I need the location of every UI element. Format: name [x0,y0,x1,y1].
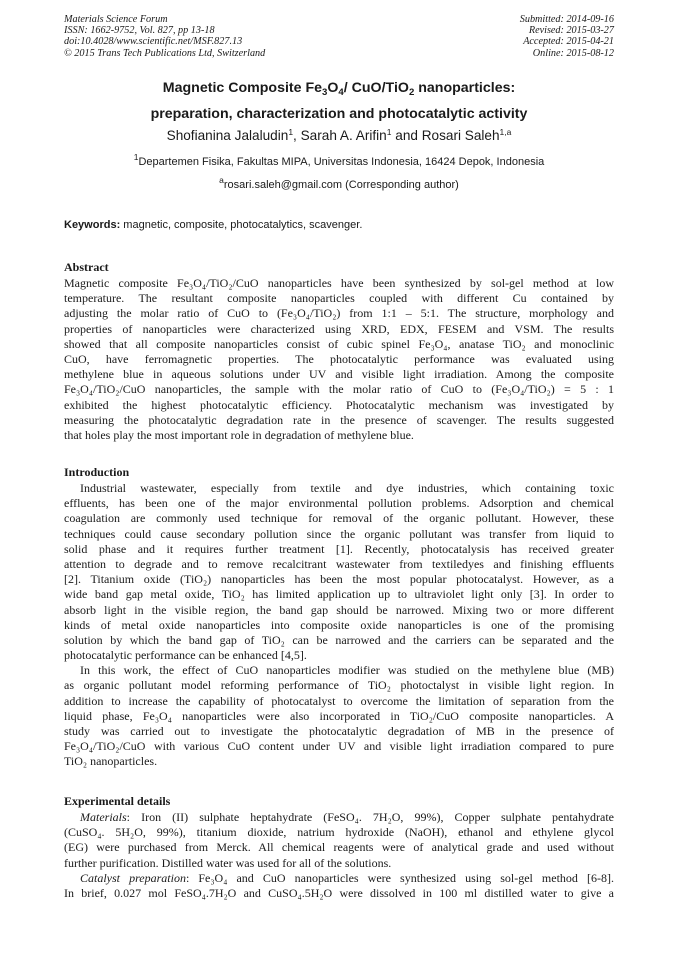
text-line: measuring the photocatalytic degradation rate in the presence of scavenger. The results suggested [64,412,614,427]
keywords: Keywords: magnetic, composite, photocatalytics, scavenger. [64,219,363,231]
text-line: properties of nanoparticles were characterized using XRD, EDX, FESEM and VSM. The results [64,321,614,336]
text-line: Fe₃O₄/TiO₂/CuO with various CuO content under UV and visible light irradiation compared to pure [64,739,614,754]
text-line: that holes play the most important role in degradation of methylene blue. [64,427,414,442]
date-submitted: Submitted: 2014-09-16 [519,14,614,25]
text-line: wide band gap metal oxide, TiO₂ has limited application up to ultraviolet light only [3]. In order to [64,587,614,602]
text-line: TiO₂ nanoparticles. [64,754,158,769]
text-line: adjusting the molar ratio of CuO to (Fe₃O₄/TiO₂) from 1:1 – 5:1. The structure, morphology and [64,306,614,321]
date-accepted: Accepted: 2015-04-21 [523,36,614,48]
paper-title-line-2: preparation, characterization and photocatalytic activity [150,106,528,122]
experimental-body [64,810,614,901]
text-line: temperature. The resultant composite nanoparticles coupled with different Cu contained by [64,291,614,306]
introduction-heading: Introduction [64,465,130,479]
text-line: [2]. Titanium oxide (TiO₂) nanoparticles has been the most popular photocatalyst. However, as a [64,572,614,587]
experimental-heading: Experimental details [64,794,171,808]
journal-header-left [64,14,265,59]
journal-issn: ISSN: 1662-9752, Vol. 827, pp 13-18 [64,25,215,37]
journal-copyright: © 2015 Trans Tech Publications Ltd, Switzerland [64,47,266,59]
text-line: showed that all composite nanoparticles consist of cubic spinel Fe₃O₄, anatase TiO₂ and monoclinic [64,336,614,351]
text-line: addition to increase the capability of photocatalyst to overcome the limitation of separation from the [64,693,614,708]
text-line: Industrial wastewater, especially from textile and dye industries, which containing toxic [80,481,614,495]
text-line: solid phase and it requires further treatment [1]. Recently, photocatalysis has received greater [64,541,614,556]
journal-header-right [520,14,614,59]
text-line: exhibited the highest photocatalytic efficiency. Photocatalytic mechanism was investigated by [64,397,614,412]
text-line: Materials: Iron (II) sulphate heptahydrate (FeSO₄. 7H₂O, 99%), Copper sulphate pentahydrate [80,810,614,824]
text-line: absorb light in the visible region, the band gap should be narrowed. Mixing two or more different [64,602,614,617]
text-line: (EG) were purchased from Merck. All chemical reagents were of analytical grade and used without [64,840,614,855]
text-line: coagulation are commonly used technique for removal of the organic pollutant. However, these [64,511,614,526]
abstract-heading: Abstract [64,260,109,274]
paper-title-line-1: Magnetic Composite $Fe_3O_4/$ CuO/TiO$_2$ nanoparticles: [162,80,516,98]
text-line: attention to degrade and to remove recalcitrant wastewater from textiledyes and finishing effluents [64,556,614,571]
journal-name: Materials Science Forum [64,14,168,25]
text-line: study was carried out to investigate the photocatalytic degradation of MB in the presence of [64,724,614,738]
text-line: In this work, the effect of CuO nanoparticles modifier was studied on the methylene blue (MB) [80,663,614,678]
text-line: In brief, 0.027 mol FeSO₄.7H₂O and CuSO₄.5H₂O were dissolved in 100 ml distilled water to give a [64,885,614,900]
text-line: CuO, have ferromagnetic properties. The photocatalytic performance was evaluated using [64,351,614,366]
text-line: techniques could cause secondary pollution since the organic pollutant was transfer from liquid to [64,526,614,541]
date-revised: Revised: 2015-03-27 [528,25,614,37]
date-online: Online: 2015-08-12 [532,47,614,59]
text-line: photocatalytic performance can be enhanced [4,5]. [64,648,307,663]
journal-doi: doi:10.4028/www.scientific.net/MSF.827.13 [64,36,243,48]
text-line: kinds of metal oxide nanoparticles into composite oxide nanoparticles is one of the promising [64,617,614,632]
text-line: as organic pollutant model reforming performance of TiO₂ photoctalyst in visible light region. In [64,678,614,693]
text-line: Magnetic composite Fe₃O₄/TiO₂/CuO nanoparticles have been synthesized by sol-gel method at low [64,276,614,290]
text-line: further purification. Distilled water was used for all of the solutions. [64,855,392,870]
corresponding-email: $^a$rosari.saleh@gmail.com (Corresponding author) [219,175,459,191]
introduction-body [64,481,614,770]
text-line: Fe₃O₄/TiO₂/CuO nanoparticles, the sample with the molar ratio of CuO to (Fe₃O₄/TiO₂) = 5 : 1 [64,382,614,397]
text-line: effluents, has been one of the major environmental pollution problems. Adsorption and chemical [64,496,614,511]
affiliation: $^1$Departemen Fisika, Fakultas MIPA, Universitas Indonesia, 16424 Depok, Indonesia [133,152,545,168]
text-line: (CuSO₄. 5H₂O, 99%), titanium dioxide, natrium hydroxide (NaOH), ethanol and ethylene glycol [64,825,614,840]
text-line: solution by which the band gap of TiO₂ can be narrowed and the carriers can be separated and the [64,632,614,647]
text-line: methylene blue in aqueous solutions under UV and visible light irradiation. Among the composite [64,367,614,382]
author-list: Shofianina Jalaludin$^1$, Sarah A. Arifin$^1$ and Rosari Saleh$^{1,a}$ [166,127,512,143]
text-line: Catalyst preparation: Fe₃O₄ and CuO nanoparticles were synthesized using sol-gel method [6-8]. [80,870,614,885]
text-line: liquid phase, Fe₃O₄ nanoparticles were also incorporated in TiO₂/CuO composite nanoparticles. A [64,708,614,723]
abstract-body [64,276,614,443]
